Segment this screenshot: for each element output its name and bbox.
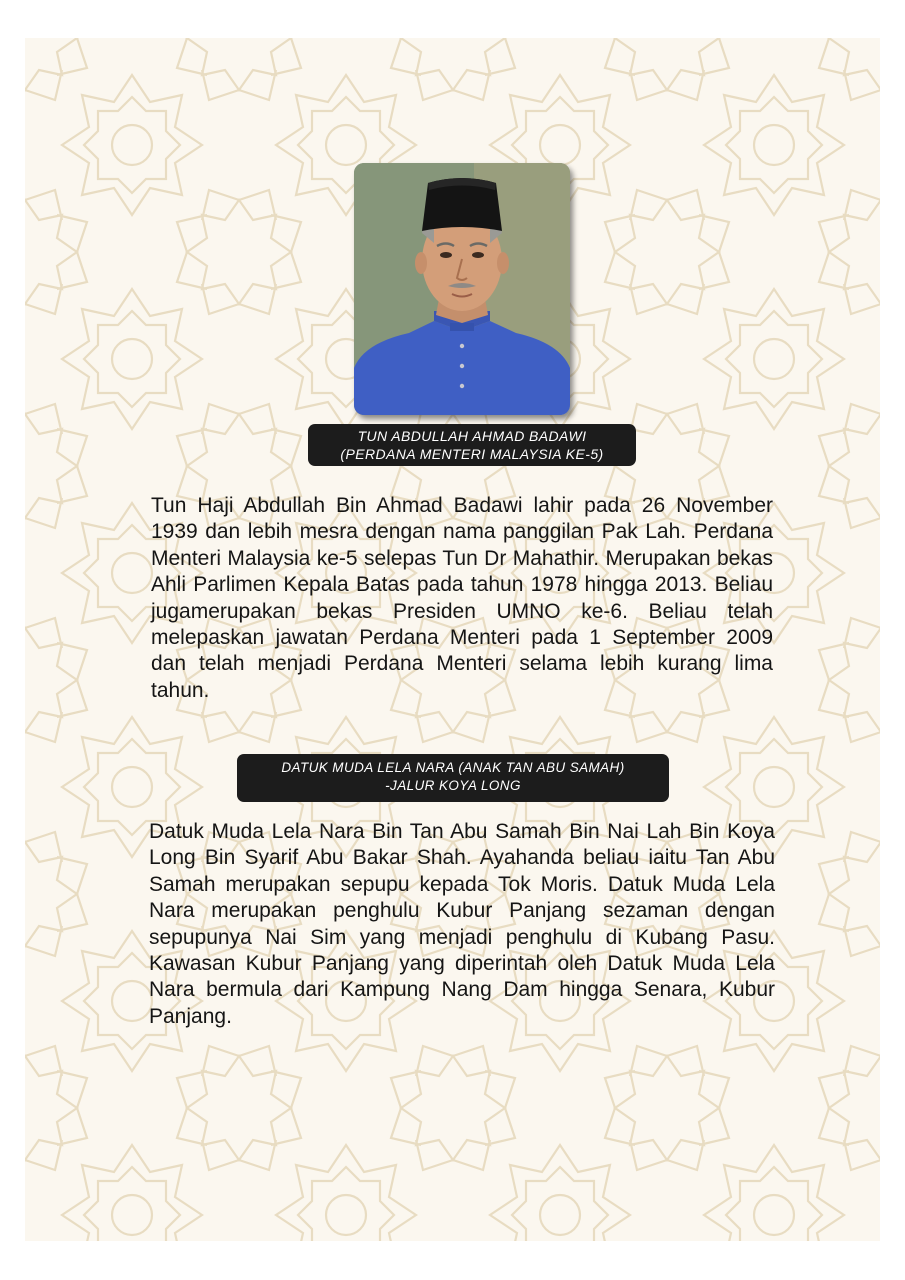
badawi-paragraph: Tun Haji Abdullah Bin Ahmad Badawi lahir pada 26 November 1939 dan lebih mesra dengan nama panggilan Pak Lah. Perdana Menteri Malaysia ke-5 selepas Tun Dr Mahathir. Merupakan bekas Ahli Parlimen Kepala Batas pada tahun 1978 hingga 2013. Beliau jugamerupakan bekas Presiden UMNO ke-6. Beliau telah melepaskan jawatan Perdana Menteri pada 1 September 2009 dan telah menjadi Perdana Menteri selama lebih kurang lima tahun. (151, 494, 773, 702)
heading-line-2: -JALUR KOYA LONG (385, 778, 521, 793)
page (25, 38, 880, 1241)
caption-name: TUN ABDULLAH AHMAD BADAWI (357, 428, 587, 444)
portrait-photo (354, 163, 570, 415)
heading-line-1: DATUK MUDA LELA NARA (ANAK TAN ABU SAMAH) (281, 760, 625, 775)
caption-title: (PERDANA MENTERI MALAYSIA KE-5) (340, 446, 604, 462)
portrait-caption (308, 424, 636, 466)
section-heading (237, 754, 669, 802)
lela-nara-paragraph: Datuk Muda Lela Nara Bin Tan Abu Samah Bin Nai Lah Bin Koya Long Bin Syarif Abu Bakar Shah. Ayahanda beliau iaitu Tan Abu Samah merupakan sepupu kepada Tok Moris. Datuk Muda Lela Nara merupakan penghulu Kubur Panjang sezaman dengan sepupunya Nai Sim yang menjadi penghulu di Kubang Pasu. Kawasan Kubur Panjang yang diperintah oleh Datuk Muda Lela Nara bermula dari Kampung Nang Dam hingga Senara, Kubur Panjang. (149, 820, 775, 1028)
